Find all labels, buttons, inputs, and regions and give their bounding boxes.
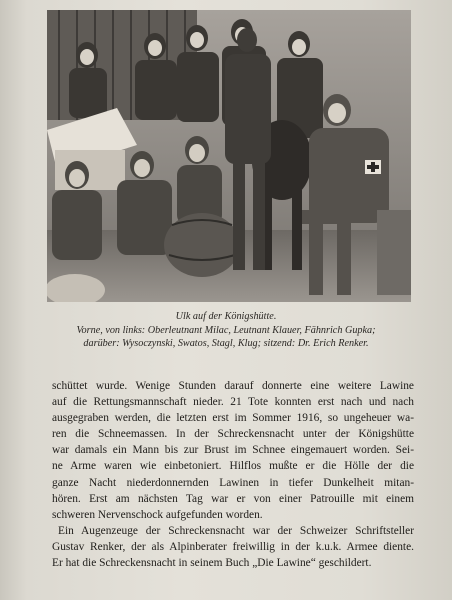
text-line: ganze Nacht niederdonnernden Lawinen in tiefer Dunkelheit mitan-: [52, 476, 414, 489]
body-text: [52, 378, 414, 571]
text-line: ren die Schneemassen. In der Schreckensnacht unter der Königshütte: [52, 428, 414, 441]
text-line: ausgegraben werden, die letzten erst im Sommer 1916, so ungeheuer wa-: [52, 412, 414, 425]
text-line: hören. Erst am nächsten Tag war er von einer Patrouille mit einem: [52, 492, 414, 505]
photo-caption: [40, 310, 412, 351]
text-line: schüttet wurde. Wenige Stunden darauf donnerte eine weitere Lawine: [52, 380, 414, 392]
caption-title: Ulk auf der Königshütte.: [175, 311, 277, 322]
caption-line: darüber: Wysoczynski, Swatos, Stagl, Klug; sitzend: Dr. Erich Renker.: [83, 338, 369, 349]
text-line: war damals ein Mann bis zur Brust im Schnee eingemauert worden. Sei-: [52, 444, 414, 457]
text-line: Er hat die Schreckensnacht in seinem Buch „Die Lawine“ geschildert.: [52, 557, 372, 570]
text-line: schweren Nervenschock aufgefunden worden.: [52, 508, 263, 521]
text-line: auf die Rettungsmannschaft nieder. 21 Tote konnten erst nach und nach: [52, 396, 414, 409]
text-line: Ein Augenzeuge der Schreckensnacht war der Schweizer Schriftsteller: [58, 524, 414, 537]
text-line: Gustav Renker, der als Alpinberater freiwillig in der k.u.k. Armee diente.: [52, 540, 414, 553]
photo-image: [47, 10, 411, 302]
caption-line: Vorne, von links: Oberleutnant Milac, Leutnant Klauer, Fähnrich Gupka;: [76, 324, 376, 336]
historical-photograph: [47, 10, 411, 302]
text-line: ne Arme waren wie einbetoniert. Hilflos mußte er die Hölle der die: [52, 460, 414, 473]
